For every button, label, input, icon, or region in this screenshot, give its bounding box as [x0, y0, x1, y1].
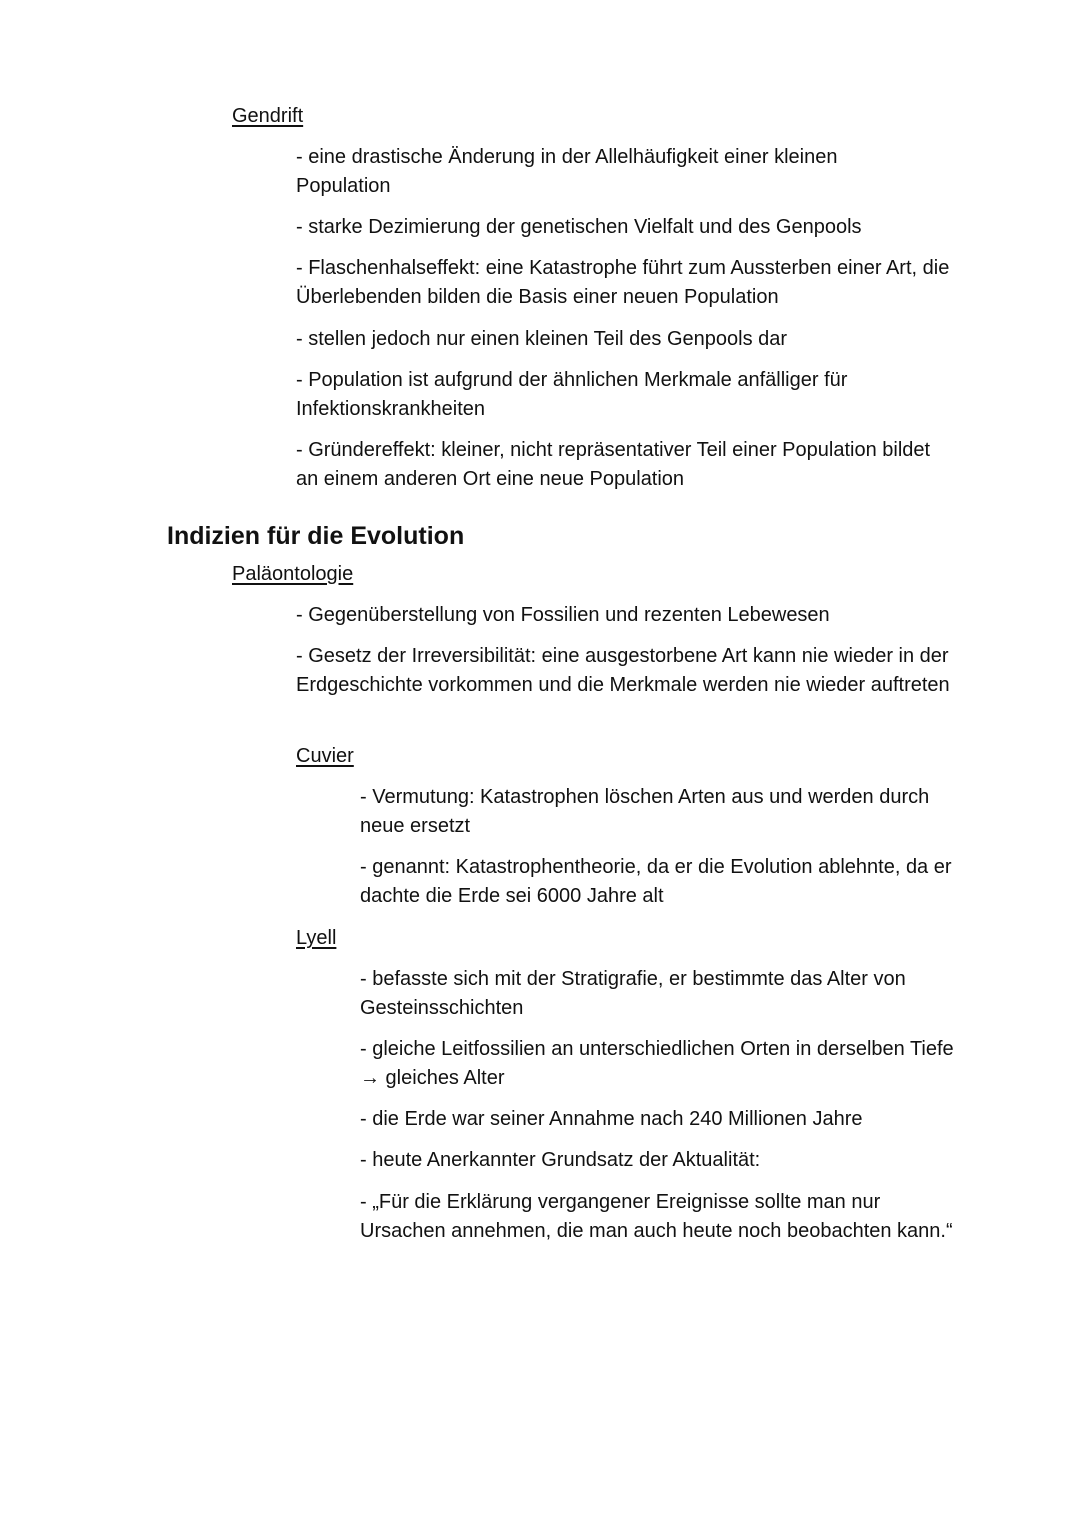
lyell-item-2: - gleiche Leitfossilien an unterschiedlichen Orten in derselben Tiefe → gleiches Alter: [360, 1038, 954, 1089]
gendrift-item-3: - Flaschenhalseffekt: eine Katastrophe führt zum Aussterben einer Art, die Überlebenden bilden die Basis einer neuen Population: [296, 257, 950, 308]
cuvier-heading: Cuvier: [296, 745, 354, 767]
lyell-item-5: - „Für die Erklärung vergangener Ereignisse sollte man nur Ursachen annehmen, die man auch heute noch beobachten kann.“: [360, 1191, 953, 1242]
palaeontologie-item-2: - Gesetz der Irreversibilität: eine ausgestorbene Art kann nie wieder in der Erdgeschichte vorkommen und die Merkmale werden nie wieder auftreten: [296, 645, 950, 696]
gendrift-item-6: - Gründereffekt: kleiner, nicht repräsentativer Teil einer Population bildet an einem anderen Ort eine neue Population: [296, 439, 931, 490]
lyell-item-3: - die Erde war seiner Annahme nach 240 Millionen Jahre: [360, 1108, 863, 1130]
gendrift-item-5: - Population ist aufgrund der ähnlichen Merkmale anfälliger für Infektionskrankheiten: [296, 369, 848, 420]
indizien-heading: Indizien für die Evolution: [167, 522, 465, 550]
gendrift-heading: Gendrift: [232, 105, 304, 127]
palaeontologie-heading: Paläontologie: [232, 563, 354, 585]
lyell-heading: Lyell: [296, 927, 337, 949]
palaeontologie-item-1: - Gegenüberstellung von Fossilien und rezenten Lebewesen: [296, 604, 830, 626]
cuvier-item-2: - genannt: Katastrophentheorie, da er die Evolution ablehnte, da er dachte die Erde sei 6000 Jahre alt: [360, 856, 952, 907]
gendrift-item-1: - eine drastische Änderung in der Allelhäufigkeit einer kleinen Population: [296, 146, 838, 197]
gendrift-item-4: - stellen jedoch nur einen kleinen Teil des Genpools dar: [296, 328, 788, 350]
gendrift-item-2: - starke Dezimierung der genetischen Vielfalt und des Genpools: [296, 216, 862, 238]
lyell-item-1: - befasste sich mit der Stratigrafie, er bestimmte das Alter von Gesteinsschichten: [360, 968, 906, 1019]
cuvier-item-1: - Vermutung: Katastrophen löschen Arten aus und werden durch neue ersetzt: [360, 786, 930, 837]
lyell-item-4: - heute Anerkannter Grundsatz der Aktualität:: [360, 1149, 761, 1171]
